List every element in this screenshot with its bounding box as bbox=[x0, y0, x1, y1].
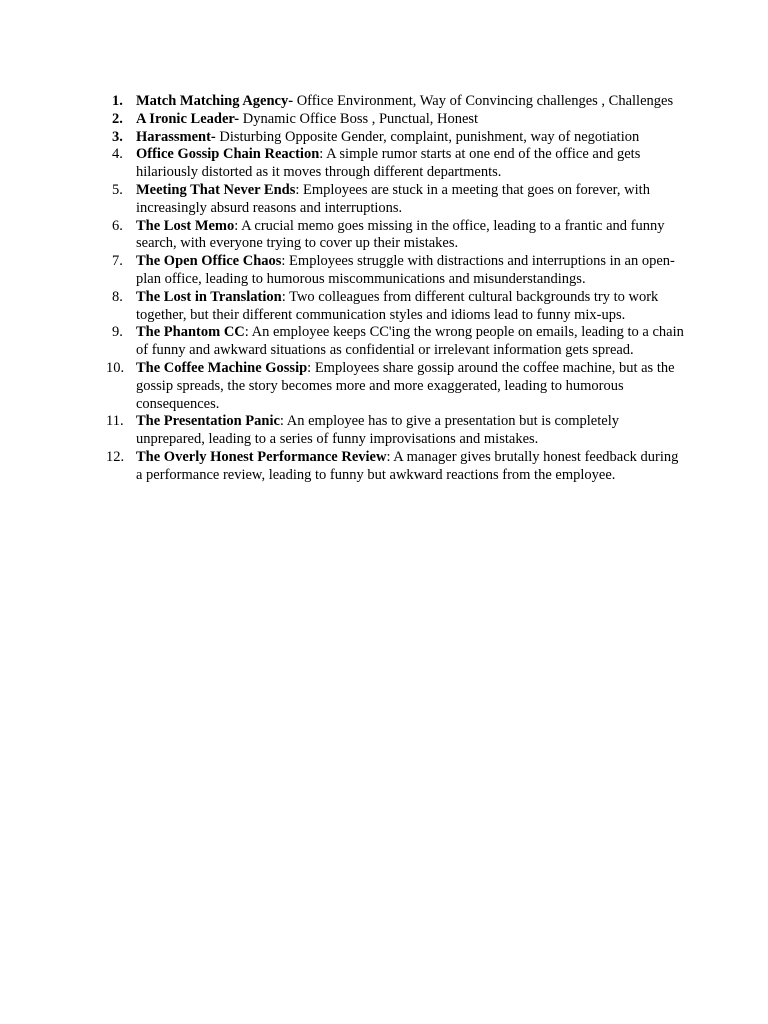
list-item bbox=[106, 289, 686, 325]
list-item-description: : An employee has to give a presentation but is completely unprepared, leading to a series of funny improvisations and mistakes. bbox=[136, 413, 619, 448]
list-item bbox=[106, 218, 686, 254]
list-item-description: Disturbing Opposite Gender, complaint, punishment, way of negotiation bbox=[215, 128, 640, 145]
list-item-description: Office Environment, Way of Convincing challenges , Challenges bbox=[293, 93, 674, 109]
list-item-title: Harassment- bbox=[136, 128, 216, 145]
list-item-title: The Overly Honest Performance Review bbox=[136, 448, 387, 465]
list-item bbox=[106, 146, 686, 182]
list-item-title: The Open Office Chaos bbox=[136, 253, 282, 270]
list-item bbox=[106, 360, 686, 413]
list-item-description: : Employees struggle with distractions and interruptions in an open-plan office, leading to humorous miscommunications and misunderstandings. bbox=[136, 253, 675, 287]
list-item-number: 7. bbox=[112, 253, 123, 270]
list-item-description: : An employee keeps CC'ing the wrong people on emails, leading to a chain of funny and awkward situations as confidential or irrelevant information gets spread. bbox=[136, 324, 684, 359]
list-item-description: : Employees are stuck in a meeting that goes on forever, with increasingly absurd reasons and interruptions. bbox=[136, 181, 650, 216]
list-item-title: A Ironic Leader- bbox=[136, 110, 240, 127]
list-item-number: 9. bbox=[112, 324, 123, 341]
list-item-title: Office Gossip Chain Reaction bbox=[136, 146, 320, 163]
list-item-number: 12. bbox=[106, 448, 125, 465]
list-item-title: The Coffee Machine Gossip bbox=[136, 359, 308, 376]
list-item bbox=[106, 111, 686, 129]
list-item-description: : Employees share gossip around the coffee machine, but as the gossip spreads, the story becomes more and more exaggerated, leading to humorous consequences. bbox=[136, 359, 675, 412]
list-item bbox=[106, 129, 686, 147]
list-item-number: 5. bbox=[112, 181, 123, 198]
list-item-number: 10. bbox=[106, 359, 125, 376]
list-item-number: 2. bbox=[112, 110, 123, 127]
list-item-description: Dynamic Office Boss , Punctual, Honest bbox=[239, 110, 479, 127]
list-item-number: 4. bbox=[112, 146, 123, 163]
list-item-number: 8. bbox=[112, 288, 123, 305]
list-item-title: The Presentation Panic bbox=[136, 413, 280, 430]
list-item-description: : A simple rumor starts at one end of the office and gets hilariously distorted as it moves through different departments. bbox=[136, 146, 641, 181]
list-item-title: The Phantom CC bbox=[136, 324, 245, 341]
list-item bbox=[106, 93, 686, 111]
list-item bbox=[106, 182, 686, 218]
list-item-title: Meeting That Never Ends bbox=[136, 181, 296, 198]
list-item bbox=[106, 324, 686, 360]
list-item bbox=[106, 253, 686, 289]
list-item-number: 3. bbox=[112, 128, 123, 145]
list-item-description: : A manager gives brutally honest feedback during a performance review, leading to funny but awkward reactions from the employee. bbox=[136, 448, 679, 483]
list-item-number: 11. bbox=[106, 413, 124, 430]
list-item-title: The Lost Memo bbox=[136, 217, 235, 234]
story-ideas-list bbox=[106, 93, 686, 485]
list-item-description: : Two colleagues from different cultural backgrounds try to work together, but their different communication styles and idioms lead to funny mix-ups. bbox=[136, 288, 659, 323]
list-item-number: 6. bbox=[112, 217, 123, 234]
list-item-title: The Lost in Translation bbox=[136, 288, 282, 305]
list-item-description: : A crucial memo goes missing in the office, leading to a frantic and funny search, with everyone trying to cover up their mistakes. bbox=[136, 217, 665, 252]
list-item-title: Match Matching Agency- bbox=[136, 93, 294, 109]
list-item-number: 1. bbox=[112, 93, 123, 109]
list-item bbox=[106, 449, 686, 485]
list-item bbox=[106, 413, 686, 449]
